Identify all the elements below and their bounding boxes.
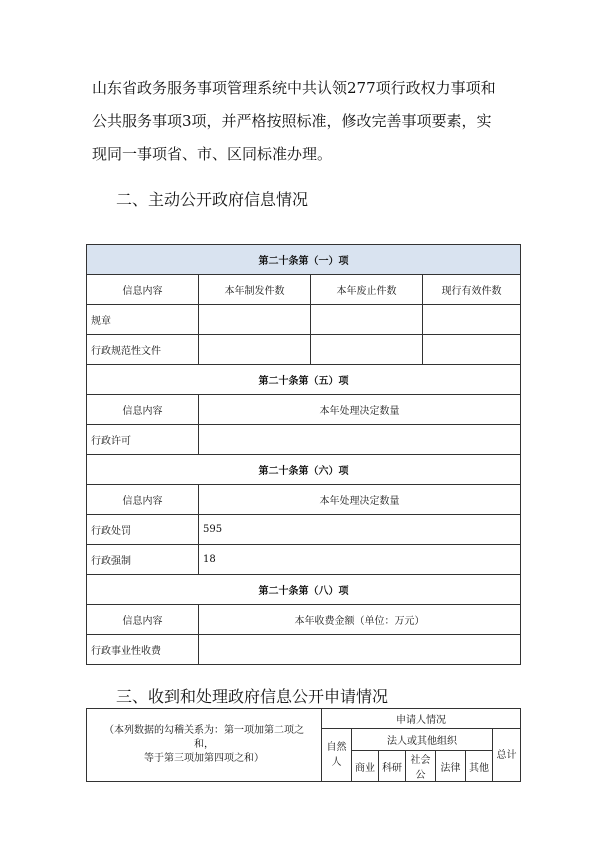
row-label: 行政许可 — [87, 425, 199, 455]
section-title: 第二十条第（一）项 — [87, 245, 521, 275]
intro-line: 公共服务事项3项，并严格按照标准，修改完善事项要素，实 — [92, 112, 492, 130]
col-header: 商业 — [352, 751, 379, 782]
header-cell: 信息内容 — [87, 395, 199, 425]
section-title: 第二十条第（五）项 — [87, 365, 521, 395]
col-header: 科研 — [379, 751, 406, 782]
table-row — [87, 305, 521, 335]
row-label: 行政强制 — [87, 545, 199, 575]
value-cell — [423, 305, 521, 335]
header-cell: 信息内容 — [87, 485, 199, 515]
section-title: 第二十条第（六）项 — [87, 455, 521, 485]
table-row — [87, 635, 521, 665]
value-cell: 18 — [199, 545, 521, 575]
value-cell — [199, 305, 311, 335]
value-cell — [199, 335, 311, 365]
natural-person-header: 自然人 — [322, 729, 352, 782]
application-table — [86, 708, 521, 782]
section2-heading: 二、主动公开政府信息情况 — [116, 190, 309, 209]
col-header: 社会公 — [406, 751, 436, 782]
value-cell — [311, 305, 423, 335]
value-cell — [199, 635, 521, 665]
info-disclosure-table — [86, 244, 521, 665]
header-cell: 本年制发件数 — [199, 275, 311, 305]
table-row — [87, 425, 521, 455]
header-cell: 本年废止件数 — [311, 275, 423, 305]
col-header: 其他 — [466, 751, 493, 782]
value-cell — [311, 335, 423, 365]
header-cell: 本年处理决定数量 — [199, 395, 521, 425]
total-header: 总计 — [493, 729, 521, 782]
table-row — [87, 515, 521, 545]
table-row — [87, 335, 521, 365]
value-cell — [199, 425, 521, 455]
intro-line: 现同一事项省、市、区同标准办理。 — [92, 145, 333, 163]
section-row — [87, 455, 521, 485]
row-label: 规章 — [87, 305, 199, 335]
legal-entity-header: 法人或其他组织 — [352, 729, 493, 751]
intro-paragraph — [92, 72, 532, 171]
header-cell: 本年收费金额（单位：万元） — [199, 605, 521, 635]
intro-line: 山东省政务服务事项管理系统中共认领277项行政权力事项和 — [92, 79, 496, 97]
header-cell: 信息内容 — [87, 605, 199, 635]
row-label: 行政事业性收费 — [87, 635, 199, 665]
row-label: 行政规范性文件 — [87, 335, 199, 365]
header-cell: 本年处理决定数量 — [199, 485, 521, 515]
note-line: 和， — [194, 739, 214, 750]
relation-note — [87, 709, 322, 782]
section3-heading: 三、收到和处理政府信息公开申请情况 — [116, 687, 389, 706]
row-label: 行政处罚 — [87, 515, 199, 545]
applicant-header: 申请人情况 — [322, 709, 521, 729]
note-line: （本列数据的勾稽关系为：第一项加第二项之 — [104, 725, 304, 736]
section-row — [87, 575, 521, 605]
table-row — [87, 545, 521, 575]
header-cell: 现行有效件数 — [423, 275, 521, 305]
section-row — [87, 245, 521, 275]
value-cell: 595 — [199, 515, 521, 545]
header-cell: 信息内容 — [87, 275, 199, 305]
col-header: 法律 — [436, 751, 466, 782]
section-title: 第二十条第（八）项 — [87, 575, 521, 605]
note-line: 等于第三项加第四项之和） — [144, 753, 264, 764]
section-row — [87, 365, 521, 395]
value-cell — [423, 335, 521, 365]
